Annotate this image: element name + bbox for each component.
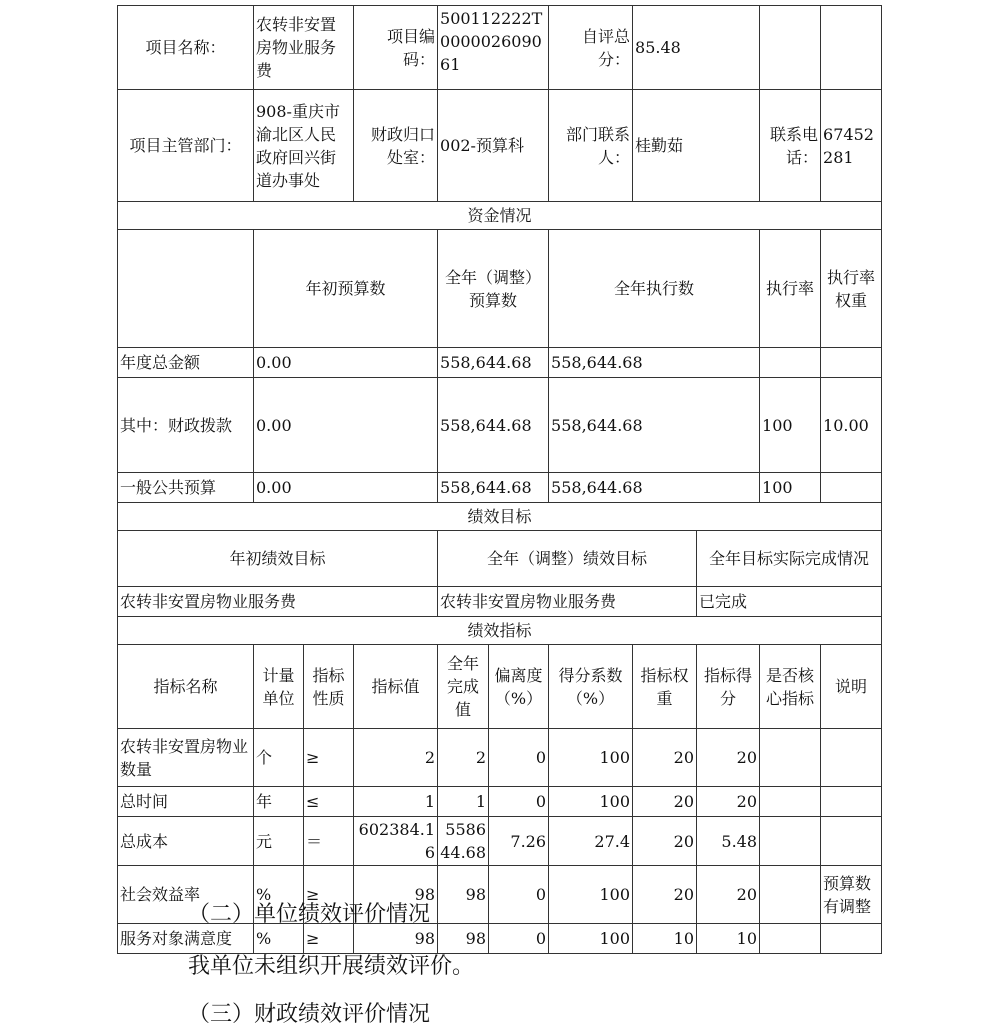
funds-rate: 100 (760, 473, 821, 503)
funds-weight (821, 348, 882, 378)
goal-adjusted: 农转非安置房物业服务费 (438, 587, 697, 617)
ind-weight: 20 (633, 866, 697, 924)
ind-unit: % (254, 924, 304, 954)
ind-deviation: 0 (489, 787, 549, 817)
ind-core (760, 866, 821, 924)
ind-header-unit: 计量单位 (254, 645, 304, 729)
project-name-label: 项目名称： (118, 6, 254, 90)
ind-header-core: 是否核心指标 (760, 645, 821, 729)
ind-target: 98 (354, 866, 438, 924)
funds-executed: 558,644.68 (549, 348, 760, 378)
funds-header-row (118, 230, 882, 348)
ind-score: 20 (697, 787, 760, 817)
ind-nature: ≥ (304, 866, 354, 924)
project-code-label: 项目编码： (354, 6, 438, 90)
ind-note (821, 729, 882, 787)
funds-row-label: 其中：财政拨款 (118, 378, 254, 473)
funds-header-weight: 执行率权重 (821, 230, 882, 348)
funds-rate: 100 (760, 378, 821, 473)
ind-coef: 100 (549, 787, 633, 817)
goal-actual: 已完成 (697, 587, 882, 617)
ind-header-coef: 得分系数（%） (549, 645, 633, 729)
goals-header-adjusted: 全年（调整）绩效目标 (438, 531, 697, 587)
section-heading-finance-evaluation: （三）财政绩效评价情况 (188, 1002, 431, 1027)
ind-header-actual: 全年完成值 (438, 645, 489, 729)
ind-target: 1 (354, 787, 438, 817)
goals-row (118, 587, 882, 617)
ind-actual: 98 (438, 866, 489, 924)
ind-note (821, 817, 882, 866)
ind-header-name: 指标名称 (118, 645, 254, 729)
ind-actual: 558644.68 (438, 817, 489, 866)
phone: 67452281 (821, 90, 882, 202)
ind-coef: 27.4 (549, 817, 633, 866)
finance: 002-预算科 (438, 90, 549, 202)
funds-rate (760, 348, 821, 378)
ind-name: 总时间 (118, 787, 254, 817)
ind-name: 社会效益率 (118, 866, 254, 924)
section-heading-unit-evaluation: （二）单位绩效评价情况 (188, 902, 431, 927)
indicators-section-row (118, 617, 882, 645)
funds-initial: 0.00 (254, 348, 438, 378)
funds-header-rate: 执行率 (760, 230, 821, 348)
ind-unit: % (254, 866, 304, 924)
goals-section-row (118, 503, 882, 531)
empty-cell (821, 6, 882, 90)
funds-header-executed: 全年执行数 (549, 230, 760, 348)
ind-unit: 个 (254, 729, 304, 787)
ind-score: 20 (697, 729, 760, 787)
funds-section-title: 资金情况 (118, 202, 882, 230)
ind-nature: ≥ (304, 924, 354, 954)
funds-section-row (118, 202, 882, 230)
ind-coef: 100 (549, 924, 633, 954)
indicator-row (118, 729, 882, 787)
dept-label: 项目主管部门： (118, 90, 254, 202)
project-name: 农转非安置房物业服务费 (254, 6, 354, 90)
ind-nature: ≥ (304, 729, 354, 787)
project-code: 500112222T000002609061 (438, 6, 549, 90)
ind-name: 农转非安置房物业数量 (118, 729, 254, 787)
funds-weight (821, 473, 882, 503)
empty-cell (118, 230, 254, 348)
goal-initial: 农转非安置房物业服务费 (118, 587, 438, 617)
ind-header-note: 说明 (821, 645, 882, 729)
dept: 908-重庆市渝北区人民政府回兴街道办事处 (254, 90, 354, 202)
ind-deviation: 0 (489, 729, 549, 787)
ind-weight: 20 (633, 817, 697, 866)
phone-label: 联系电话： (760, 90, 821, 202)
ind-coef: 100 (549, 729, 633, 787)
ind-core (760, 817, 821, 866)
indicator-row (118, 787, 882, 817)
indicators-header-row (118, 645, 882, 729)
funds-adjusted: 558,644.68 (438, 378, 549, 473)
ind-target: 98 (354, 924, 438, 954)
self-score: 85.48 (633, 6, 760, 90)
ind-unit: 年 (254, 787, 304, 817)
ind-core (760, 729, 821, 787)
ind-coef: 100 (549, 866, 633, 924)
funds-row (118, 348, 882, 378)
ind-nature: ≤ (304, 787, 354, 817)
goals-header-initial: 年初绩效目标 (118, 531, 438, 587)
ind-header-weight: 指标权重 (633, 645, 697, 729)
indicators-section-title: 绩效指标 (118, 617, 882, 645)
ind-header-deviation: 偏离度（%） (489, 645, 549, 729)
funds-initial: 0.00 (254, 378, 438, 473)
ind-header-nature: 指标性质 (304, 645, 354, 729)
empty-cell (760, 6, 821, 90)
ind-deviation: 0 (489, 866, 549, 924)
contact: 桂勤茹 (633, 90, 760, 202)
info-row-1 (118, 6, 882, 90)
ind-score: 10 (697, 924, 760, 954)
funds-executed: 558,644.68 (549, 378, 760, 473)
self-score-label: 自评总分： (549, 6, 633, 90)
ind-core (760, 787, 821, 817)
ind-score: 20 (697, 866, 760, 924)
funds-row (118, 378, 882, 473)
contact-label: 部门联系人： (549, 90, 633, 202)
funds-initial: 0.00 (254, 473, 438, 503)
ind-name: 服务对象满意度 (118, 924, 254, 954)
goals-header-row (118, 531, 882, 587)
ind-note (821, 787, 882, 817)
ind-actual: 1 (438, 787, 489, 817)
ind-note (821, 924, 882, 954)
performance-evaluation-table (117, 5, 882, 954)
ind-score: 5.48 (697, 817, 760, 866)
info-row-2 (118, 90, 882, 202)
funds-row-label: 一般公共预算 (118, 473, 254, 503)
ind-weight: 20 (633, 729, 697, 787)
funds-adjusted: 558,644.68 (438, 473, 549, 503)
funds-row (118, 473, 882, 503)
funds-adjusted: 558,644.68 (438, 348, 549, 378)
ind-note: 预算数有调整 (821, 866, 882, 924)
ind-header-target: 指标值 (354, 645, 438, 729)
goals-section-title: 绩效目标 (118, 503, 882, 531)
unit-evaluation-paragraph: 我单位未组织开展绩效评价。 (188, 954, 475, 979)
funds-row-label: 年度总金额 (118, 348, 254, 378)
finance-label: 财政归口处室： (354, 90, 438, 202)
ind-actual: 98 (438, 924, 489, 954)
funds-executed: 558,644.68 (549, 473, 760, 503)
funds-header-initial: 年初预算数 (254, 230, 438, 348)
funds-weight: 10.00 (821, 378, 882, 473)
funds-header-adjusted: 全年（调整）预算数 (438, 230, 549, 348)
ind-actual: 2 (438, 729, 489, 787)
ind-target: 2 (354, 729, 438, 787)
indicator-row (118, 817, 882, 866)
ind-header-score: 指标得分 (697, 645, 760, 729)
ind-weight: 10 (633, 924, 697, 954)
ind-nature: ＝ (304, 817, 354, 866)
goals-header-actual: 全年目标实际完成情况 (697, 531, 882, 587)
ind-target: 602384.16 (354, 817, 438, 866)
ind-name: 总成本 (118, 817, 254, 866)
ind-deviation: 7.26 (489, 817, 549, 866)
ind-weight: 20 (633, 787, 697, 817)
ind-core (760, 924, 821, 954)
ind-deviation: 0 (489, 924, 549, 954)
ind-unit: 元 (254, 817, 304, 866)
